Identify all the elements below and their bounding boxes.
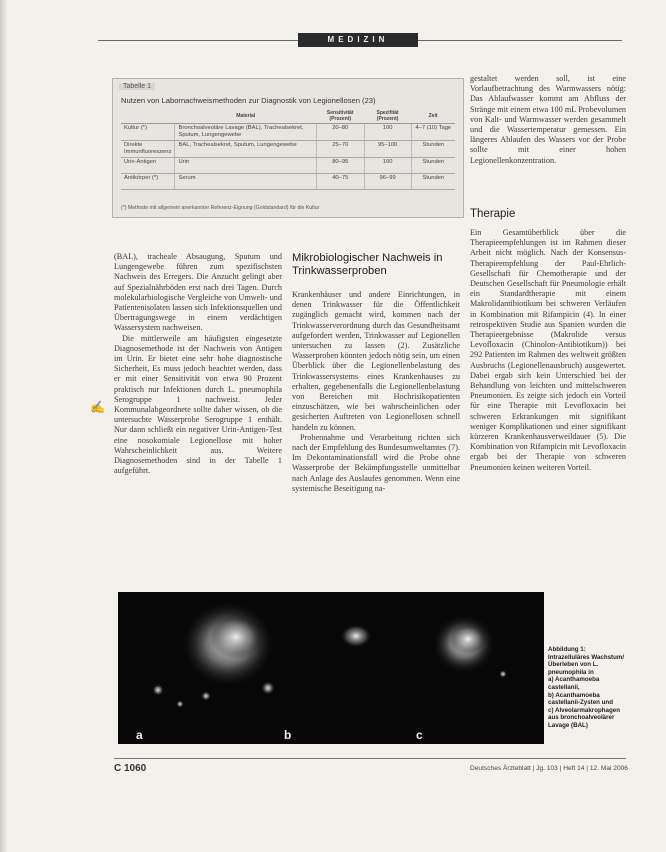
microscopy-image [118,592,544,744]
journal-citation: Deutsches Ärzteblatt | Jg. 103 | Heft 14 | 12. Mai 2006 [470,765,628,772]
right-column [470,228,626,473]
table-cell: Direkte Immunfluoreszenz [121,141,175,158]
table-cell: 80–95 [316,158,364,174]
page-number: C 1060 [114,763,147,774]
section-label: MEDIZIN [298,33,418,47]
paragraph: (BAL), tracheale Absaugung, Sputum und Lungengewebe führen zum spezifischsten Nachweis des Erregers. Die Anzucht gelingt aber auf Spezialnährböden erst nach drei Tagen. Durch molekularbiologische Vergleiche von Umwelt- und Patientenisolaten lassen sich Infektionsquellen und Übertragungswege in einem verdächtigen Wassersystem nachweisen. [114,252,282,333]
table-cell: Antikörper (*) [121,174,175,190]
caption-line: b) Acanthamoeba castellanii-Zysten und [548,691,613,707]
table-row [121,124,455,141]
page-edge-shadow [0,0,8,852]
panel-a-cell [152,600,276,708]
caption-line: c) Alveolarmakrophagen aus bronchoalveolärer Lavage (BAL) [548,706,620,729]
table-cell: 100 [364,158,411,174]
table-cell: BAL, Trachealsekret, Sputum, Lungengewebe [175,141,316,158]
panel-label: b [284,728,292,742]
caption-line: Abbildung 1: [548,646,586,653]
table-header-cell: Material [175,109,316,124]
margin-mark-icon: ✍ [90,400,105,414]
panel-b-cell [340,624,372,648]
table-caption: Nutzen von Labornachweismethoden zur Diagnostik von Legionellosen (23) [121,96,376,105]
table-box [112,78,464,218]
footer-rule [114,758,626,759]
table-row [121,174,455,190]
paragraph: Ein Gesamtüberblick über die Therapieempfehlungen ist im Rahmen dieser Arbeit nicht möglich. Nach der Konsensus-Therapieempfehlung der Paul-Ehrlich-Gesellschaft für Chemotherapie und der Deutschen Gesellschaft für Pneumologie erhält ein Standardtherapie mit einem Makrolidantibiotikum bei schweren Verläufen in Kombination mit Rifampicin (4). In einer retrospektiven Studie aus Spanien wurden die Therapieergebnisse (Makrolide versus Levofloxacin (Chinolon-Antibiotikum)) bei 292 Patienten im Rahmen des weltweit größten Ausbruchs (Legionellenausbruch) ausgewertet. Dabei ergab sich kein Unterschied bei der Behandlung von leichten und mittelschweren Pneumonien. Es zeigte sich jedoch ein Vorteil für eine Therapie mit Levofloxacin bei schweren Erkrankungen mit signifikant weniger Komplikationen und einer signifikant kürzeren Krankenhausverweildauer (5). Die Kombination von Rifampicin mit Levofloxacin ergab bei der Therapie von schweren Pneumonien keinen weiteren Vorteil. [470,228,626,472]
table-cell: 100 [364,124,411,141]
table-footnote: (*) Methode mit allgemein anerkannter Referenz-Eignung (Goldstandard) für die Kultur [121,205,320,211]
table-cell: Serum [175,174,316,190]
paragraph: gestaltet werden soll, ist eine Vorlaufbetrachtung des Warmwassers nötig: Das Ablaufwasser kommt am Abfluss der Stränge mit einem etwa 100 mL Probevolumen von Kalt- und Warmwasser werden gesammelt und die Wassertemperatur gemessen. Ein längeres Ablaufen des Wassers vor der Probe sollte mit einer hohen Legionellenkonzentration. [470,74,626,165]
table-cell: 95–100 [364,141,411,158]
table-cell: Stunden [411,174,455,190]
section-heading-therapie: Therapie [470,208,516,220]
panel-c-cell [432,614,507,678]
table-header-cell: Sensitivität (Prozent) [316,109,364,124]
table-cell: 40–75 [316,174,364,190]
table-cell: Stunden [411,158,455,174]
caption-line: a) Acanthamoeba castellanii, [548,676,600,691]
microscopy-figure [118,592,544,744]
table-cell: 20–80 [316,124,364,141]
table-cell: Kultur (*) [121,124,175,141]
table-tag: Tabelle 1 [119,83,155,90]
diagnostics-table [121,109,455,190]
section-heading-nachweis: Mikrobiologischer Nachweis in Trinkwasserproben [292,252,443,277]
right-column-continuation [470,74,626,166]
table-cell: 25–70 [316,141,364,158]
table-row [121,158,455,174]
middle-column [292,290,460,494]
panel-label: a [136,728,143,742]
figure-caption [548,646,628,730]
table-cell: Stunden [411,141,455,158]
paragraph: Krankenhäuser und andere Einrichtungen, in denen Trinkwasser für die Öffentlichkeit zugänglich gemacht wird, kommen nach der Trinkwasserverordnung durch das Gesundheitsamt aufgefordert werden, Trinkwasser auf Legionellen untersuchen zu lassen (2). Zusätzliche Wasserproben könnten jedoch nötig sein, um einen Überblick über die Legionellenbelastung des Trinkwassersystems eines Krankenhauses zu erhalten, gegebenenfalls die Legionellenbelastung von Bereichen mit Hochrisikopatienten einzuschätzen, wie bei wahrscheinlichen oder gesicherten Auftreten von Legionellosen schnell handeln zu können. [292,290,460,432]
table-header-cell [121,109,175,124]
table-header-cell: Zeit [411,109,455,124]
table-header-cell: Spezifität (Prozent) [364,109,411,124]
panel-label: c [416,728,423,742]
table-cell: Urin-Antigen [121,158,175,174]
caption-line: Intrazelluläres Wachstum/Überleben von L. pneumophila in [548,653,625,676]
left-column [114,252,282,476]
table-cell: Urin [175,158,316,174]
table-cell: 96–99 [364,174,411,190]
table-cell: Bronchoalveoläre Lavage (BAL), Trachealsekret, Sputum, Lungengewebe [175,124,316,141]
table-row [121,141,455,158]
table-header-row [121,109,455,124]
paragraph: Probennahme und Verarbeitung richten sich nach der Empfehlung des Bundesumweltamtes (7). Im Dekontaminationsfall wird die Probe ohne Wasserprobe der Bekämpfungsstelle unmittelbar nach Anlage des Auslaufes genommen. Wenn eine systemische Beseitigung na- [292,432,460,493]
table-cell: 4–7 (10) Tage [411,124,455,141]
paragraph: Die mittlerweile am häufigsten eingesetzte Diagnosemethode ist der Nachweis von Antigen im Urin. Er bietet eine sehr hohe diagnostische Sicherheit, Es muss jedoch beachtet werden, dass er mit einer Sensitivität von etwa 90 Prozent praktisch nur Infektionen durch L. pneumophila Serogruppe 1 nachweist. Jeder Kommunalabgeordnete sollte daher wissen, ob die untersuchte Wasserprobe Serogruppe 1 enthält. Nur dann schließt ein negativer Urin-Antigen-Test eine nosokomiale Legionellose mit hoher Wahrscheinlichkeit aus. Weitere Diagnosemethoden sind in der Tabelle 1 aufgeführt. [114,333,282,476]
